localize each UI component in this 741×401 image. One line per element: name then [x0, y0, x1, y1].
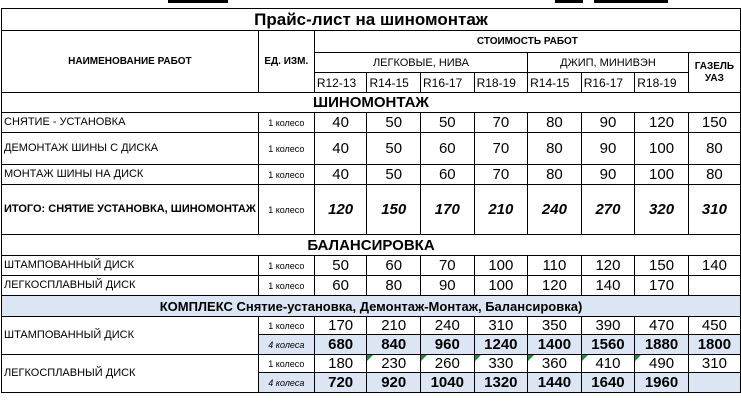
header-size: R14-15 [528, 73, 582, 93]
price-cell-4-wheels: 1440 [528, 373, 582, 393]
price-cell: 50 [367, 133, 421, 165]
price-cell: 150 [688, 113, 740, 133]
unit-cell: 1 колесо [258, 317, 314, 335]
section-tire-fitting: ШИНОМОНТАЖ [2, 93, 741, 113]
price-cell: 40 [314, 165, 367, 185]
header-work-name: НАИМЕНОВАНИЕ РАБОТ [2, 31, 259, 93]
total-row-label: ИТОГО: СНЯТИЕ УСТАНОВКА, ШИНОМОНТАЖ [2, 185, 259, 235]
price-cell: 450 [688, 317, 740, 335]
price-cell: 330 [474, 355, 528, 373]
header-size: R16-17 [421, 73, 475, 93]
price-cell: 310 [688, 355, 740, 373]
total-price-cell: 120 [314, 185, 367, 235]
row-label: ШТАМПОВАННЫЙ ДИСК [2, 256, 259, 276]
price-cell: 90 [581, 133, 635, 165]
price-cell-4-wheels: 1560 [581, 335, 635, 355]
row-label: ШТАМПОВАННЫЙ ДИСК [2, 317, 259, 355]
price-cell: 210 [367, 317, 421, 335]
header-group-gazel: ГАЗЕЛЬ УАЗ [688, 53, 740, 93]
price-cell-4-wheels: 1040 [421, 373, 475, 393]
price-cell: 470 [635, 317, 689, 335]
row-label: ЛЕГКОСПЛАВНЫЙ ДИСК [2, 276, 259, 296]
price-cell-4-wheels: 720 [314, 373, 367, 393]
price-cell: 80 [528, 165, 582, 185]
section-complex: КОМПЛЕКС Снятие-установка, Демонтаж-Монтаж, Балансировка) [2, 296, 741, 317]
header-size: R12-13 [314, 73, 367, 93]
price-cell: 80 [528, 113, 582, 133]
price-cell-4-wheels: 1240 [474, 335, 528, 355]
price-cell: 120 [581, 256, 635, 276]
price-cell: 90 [581, 165, 635, 185]
table-row [2, 133, 741, 165]
price-cell: 150 [635, 256, 689, 276]
total-price-cell: 320 [635, 185, 689, 235]
top-border-mark [168, 0, 228, 3]
price-cell: 230 [367, 355, 421, 373]
row-label: ЛЕГКОСПЛАВНЫЙ ДИСК [2, 355, 259, 393]
price-cell: 360 [528, 355, 582, 373]
header-group-jeep: ДЖИП, МИНИВЭН [528, 53, 689, 73]
table-row [2, 317, 741, 335]
price-cell-4-wheels [688, 373, 740, 393]
page-title: Прайс-лист на шиномонтаж [2, 9, 741, 31]
price-cell: 80 [688, 133, 740, 165]
table-row [2, 355, 741, 373]
total-price-cell: 310 [688, 185, 740, 235]
unit-cell: 4 колеса [258, 335, 314, 355]
unit-cell: 1 колесо [258, 256, 314, 276]
table-row [2, 113, 741, 133]
table-row [2, 165, 741, 185]
price-cell-4-wheels: 840 [367, 335, 421, 355]
header-size: R18-19 [474, 73, 528, 93]
price-cell: 100 [474, 256, 528, 276]
price-cell: 390 [581, 317, 635, 335]
price-cell: 80 [528, 133, 582, 165]
price-cell: 100 [635, 133, 689, 165]
price-cell-4-wheels: 1800 [688, 335, 740, 355]
row-label: СНЯТИЕ - УСТАНОВКА [2, 113, 259, 133]
price-cell: 40 [314, 113, 367, 133]
price-cell: 90 [421, 276, 475, 296]
top-border-mark [594, 0, 668, 3]
price-cell: 100 [635, 165, 689, 185]
total-price-cell: 150 [367, 185, 421, 235]
section-balancing: БАЛАНСИРОВКА [2, 235, 741, 256]
header-unit: ЕД. ИЗМ. [258, 31, 314, 93]
price-cell: 350 [528, 317, 582, 335]
price-cell: 170 [635, 276, 689, 296]
header-size: R14-15 [367, 73, 421, 93]
price-cell: 100 [474, 276, 528, 296]
unit-cell: 1 колесо [258, 276, 314, 296]
price-cell-4-wheels: 680 [314, 335, 367, 355]
header-group-passenger: ЛЕГКОВЫЕ, НИВА [314, 53, 527, 73]
price-cell-4-wheels: 1400 [528, 335, 582, 355]
unit-cell: 1 колесо [258, 113, 314, 133]
price-cell: 490 [635, 355, 689, 373]
price-cell-4-wheels: 1320 [474, 373, 528, 393]
total-price-cell: 210 [474, 185, 528, 235]
unit-cell: 1 колесо [258, 165, 314, 185]
price-cell: 60 [314, 276, 367, 296]
price-cell: 70 [474, 113, 528, 133]
price-cell-4-wheels: 1960 [635, 373, 689, 393]
price-cell: 60 [367, 256, 421, 276]
table-row [2, 256, 741, 276]
price-cell: 140 [581, 276, 635, 296]
price-cell: 80 [688, 165, 740, 185]
row-label: МОНТАЖ ШИНЫ НА ДИСК [2, 165, 259, 185]
header-size: R16-17 [581, 73, 635, 93]
price-cell: 50 [421, 113, 475, 133]
price-cell: 70 [421, 256, 475, 276]
total-price-cell: 270 [581, 185, 635, 235]
price-cell: 60 [421, 133, 475, 165]
price-cell: 410 [581, 355, 635, 373]
price-cell: 120 [528, 276, 582, 296]
unit-cell: 4 колеса [258, 373, 314, 393]
price-cell: 50 [367, 113, 421, 133]
total-row [2, 185, 741, 235]
total-price-cell: 170 [421, 185, 475, 235]
price-cell: 50 [314, 256, 367, 276]
header-cost: СТОИМОСТЬ РАБОТ [314, 31, 740, 53]
price-cell: 70 [474, 133, 528, 165]
top-border-mark [555, 0, 583, 3]
unit-cell: 1 колесо [258, 355, 314, 373]
price-cell: 120 [635, 113, 689, 133]
unit-cell: 1 колесо [258, 133, 314, 165]
price-cell: 50 [367, 165, 421, 185]
price-table [1, 8, 741, 393]
price-cell: 310 [474, 317, 528, 335]
price-cell: 80 [367, 276, 421, 296]
price-cell: 60 [421, 165, 475, 185]
price-cell-4-wheels: 1640 [581, 373, 635, 393]
price-cell: 170 [314, 317, 367, 335]
price-cell: 110 [528, 256, 582, 276]
price-cell: 140 [688, 256, 740, 276]
total-price-cell: 240 [528, 185, 582, 235]
price-cell: 240 [421, 317, 475, 335]
price-cell [688, 276, 740, 296]
price-cell: 260 [421, 355, 475, 373]
header-size: R18-19 [635, 73, 689, 93]
table-row [2, 276, 741, 296]
price-cell: 40 [314, 133, 367, 165]
price-cell-4-wheels: 920 [367, 373, 421, 393]
unit-cell: 1 колесо [258, 185, 314, 235]
price-cell: 180 [314, 355, 367, 373]
price-cell: 70 [474, 165, 528, 185]
price-cell-4-wheels: 1880 [635, 335, 689, 355]
price-cell: 90 [581, 113, 635, 133]
price-cell-4-wheels: 960 [421, 335, 475, 355]
row-label: ДЕМОНТАЖ ШИНЫ С ДИСКА [2, 133, 259, 165]
